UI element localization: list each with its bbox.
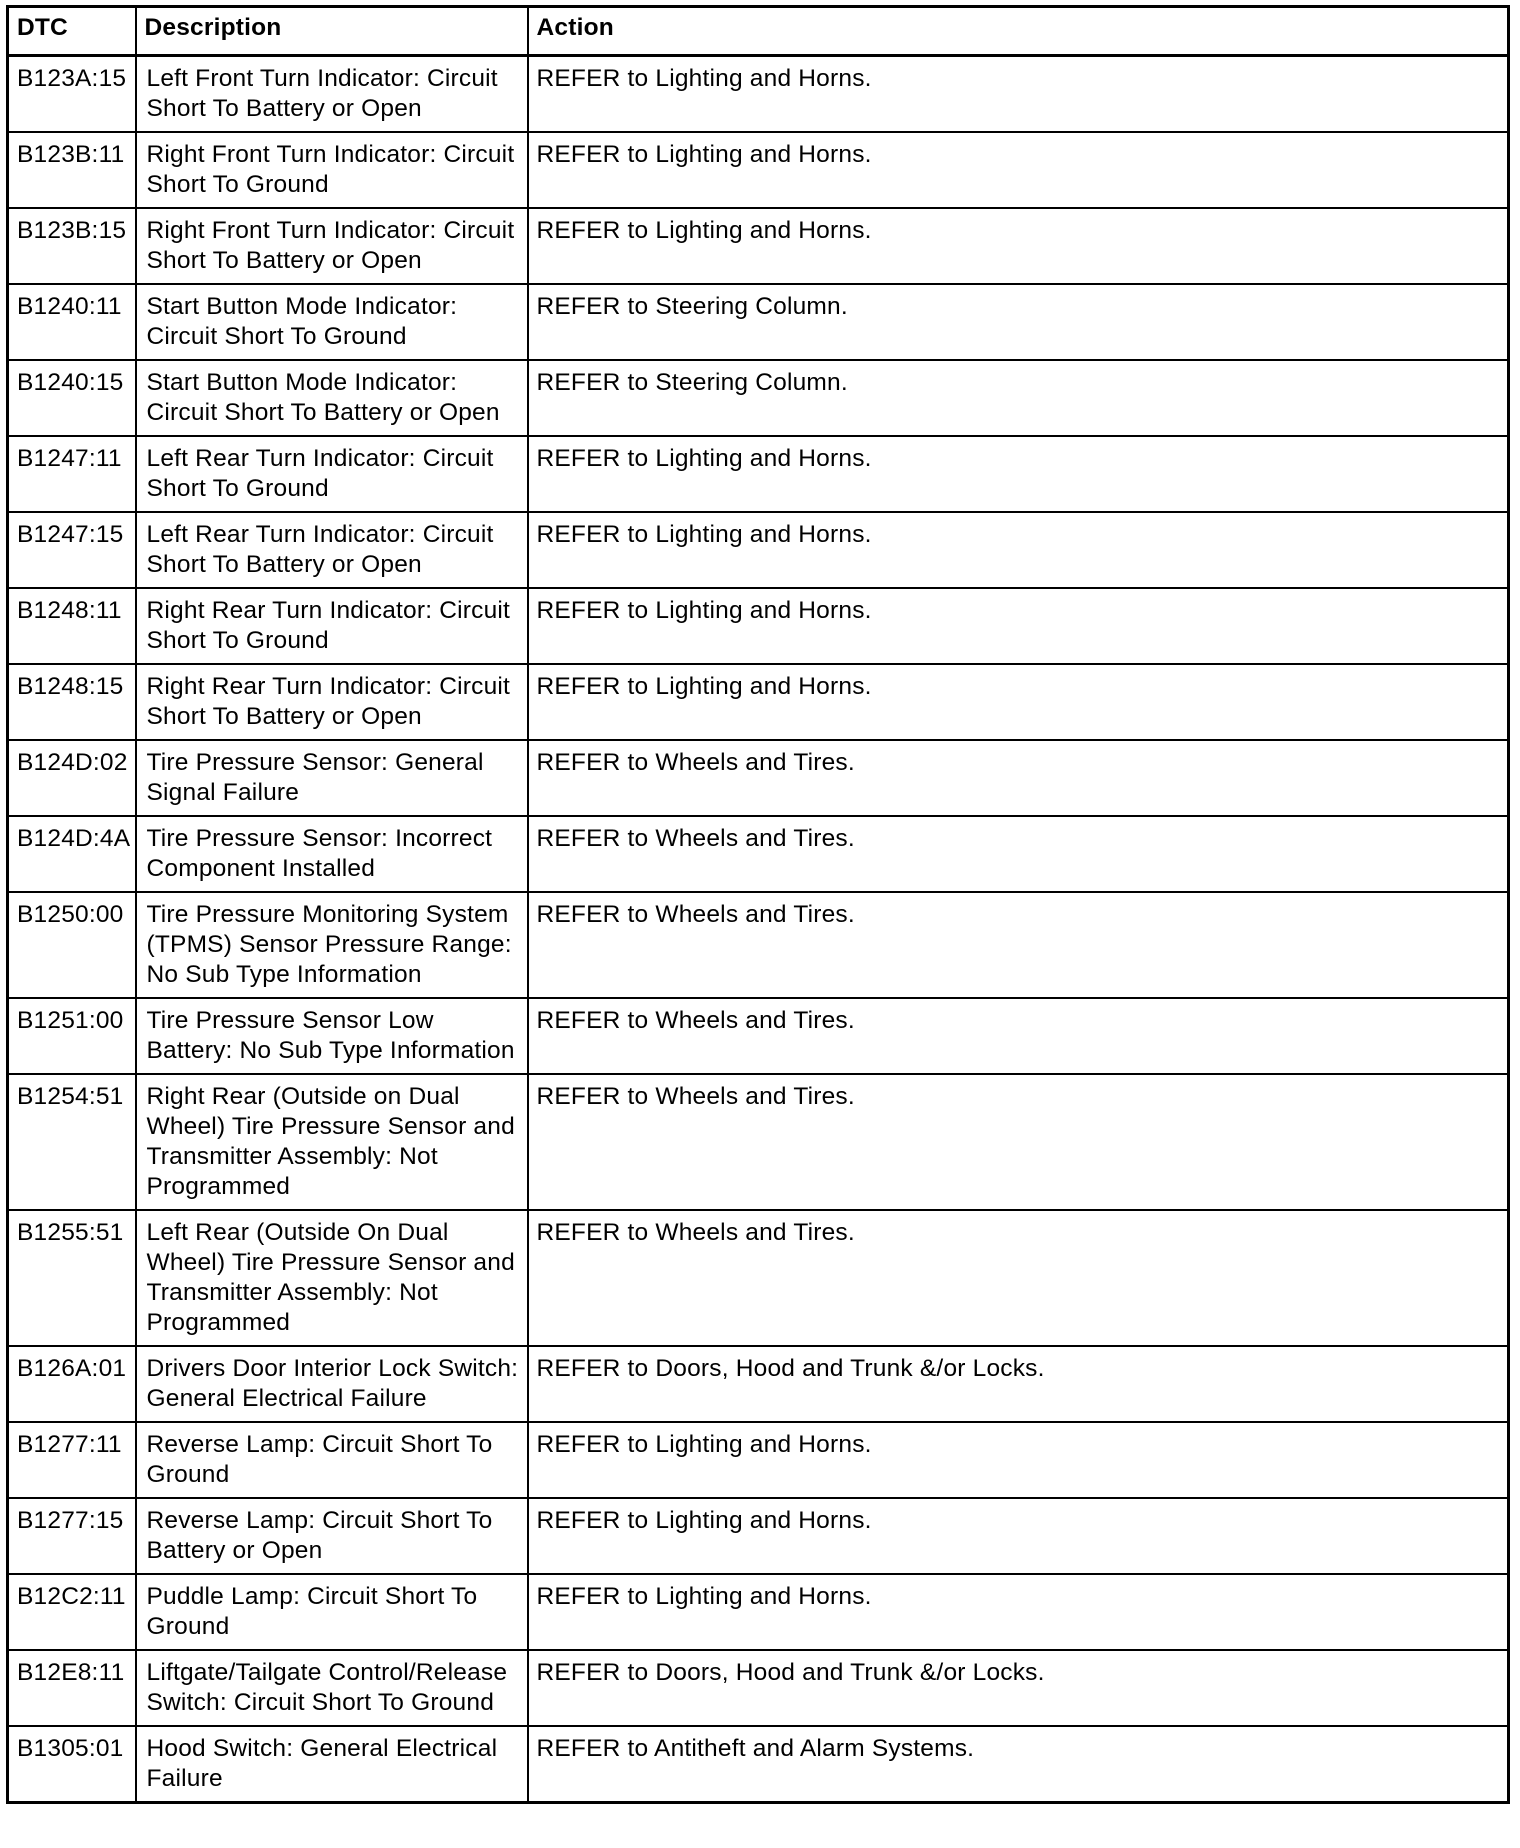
- dtc-description: Tire Pressure Sensor Low Battery: No Sub Type Information: [136, 998, 528, 1074]
- table-row: [8, 1650, 1509, 1726]
- dtc-action: REFER to Doors, Hood and Trunk &/or Locks.: [528, 1650, 1509, 1726]
- dtc-description: Liftgate/Tailgate Control/Release Switch: Circuit Short To Ground: [136, 1650, 528, 1726]
- dtc-code: B1248:11: [8, 588, 136, 664]
- dtc-description: Start Button Mode Indicator: Circuit Short To Ground: [136, 284, 528, 360]
- dtc-description: Right Rear Turn Indicator: Circuit Short To Battery or Open: [136, 664, 528, 740]
- dtc-code: B12C2:11: [8, 1574, 136, 1650]
- dtc-action: REFER to Wheels and Tires.: [528, 1074, 1509, 1210]
- dtc-action: REFER to Lighting and Horns.: [528, 436, 1509, 512]
- header-description: Description: [136, 7, 528, 56]
- table-row: [8, 740, 1509, 816]
- dtc-description: Reverse Lamp: Circuit Short To Ground: [136, 1422, 528, 1498]
- table-row: [8, 360, 1509, 436]
- dtc-code: B1247:11: [8, 436, 136, 512]
- dtc-action: REFER to Wheels and Tires.: [528, 1210, 1509, 1346]
- table-row: [8, 436, 1509, 512]
- dtc-description: Puddle Lamp: Circuit Short To Ground: [136, 1574, 528, 1650]
- dtc-code: B123B:15: [8, 208, 136, 284]
- table-row: [8, 1074, 1509, 1210]
- dtc-action: REFER to Lighting and Horns.: [528, 1498, 1509, 1574]
- dtc-code: B1254:51: [8, 1074, 136, 1210]
- dtc-action: REFER to Lighting and Horns.: [528, 56, 1509, 133]
- dtc-description: Reverse Lamp: Circuit Short To Battery or Open: [136, 1498, 528, 1574]
- dtc-action: REFER to Wheels and Tires.: [528, 816, 1509, 892]
- dtc-code: B1255:51: [8, 1210, 136, 1346]
- table-row: [8, 208, 1509, 284]
- dtc-description: Right Rear Turn Indicator: Circuit Short To Ground: [136, 588, 528, 664]
- dtc-action: REFER to Wheels and Tires.: [528, 998, 1509, 1074]
- dtc-action: REFER to Lighting and Horns.: [528, 132, 1509, 208]
- header-action: Action: [528, 7, 1509, 56]
- dtc-code: B1251:00: [8, 998, 136, 1074]
- dtc-table: [6, 5, 1510, 1804]
- dtc-description: Right Rear (Outside on Dual Wheel) Tire Pressure Sensor and Transmitter Assembly: Not Programmed: [136, 1074, 528, 1210]
- table-row: [8, 284, 1509, 360]
- dtc-code: B1277:11: [8, 1422, 136, 1498]
- dtc-description: Left Front Turn Indicator: Circuit Short To Battery or Open: [136, 56, 528, 133]
- dtc-code: B126A:01: [8, 1346, 136, 1422]
- header-row: [8, 7, 1509, 56]
- table-row: [8, 664, 1509, 740]
- table-row: [8, 1498, 1509, 1574]
- dtc-action: REFER to Lighting and Horns.: [528, 1574, 1509, 1650]
- table-row: [8, 1210, 1509, 1346]
- dtc-code: B1277:15: [8, 1498, 136, 1574]
- dtc-description: Left Rear (Outside On Dual Wheel) Tire Pressure Sensor and Transmitter Assembly: Not Programmed: [136, 1210, 528, 1346]
- dtc-description: Tire Pressure Sensor: Incorrect Component Installed: [136, 816, 528, 892]
- dtc-action: REFER to Lighting and Horns.: [528, 512, 1509, 588]
- dtc-code: B123A:15: [8, 56, 136, 133]
- dtc-code: B1305:01: [8, 1726, 136, 1803]
- dtc-code: B124D:4A: [8, 816, 136, 892]
- dtc-description: Right Front Turn Indicator: Circuit Short To Ground: [136, 132, 528, 208]
- table-row: [8, 512, 1509, 588]
- dtc-description: Start Button Mode Indicator: Circuit Short To Battery or Open: [136, 360, 528, 436]
- table-header: [8, 7, 1509, 56]
- dtc-action: REFER to Lighting and Horns.: [528, 208, 1509, 284]
- table-row: [8, 1422, 1509, 1498]
- dtc-description: Left Rear Turn Indicator: Circuit Short To Ground: [136, 436, 528, 512]
- dtc-action: REFER to Lighting and Horns.: [528, 1422, 1509, 1498]
- table-row: [8, 1574, 1509, 1650]
- table-row: [8, 816, 1509, 892]
- dtc-code: B123B:11: [8, 132, 136, 208]
- dtc-action: REFER to Wheels and Tires.: [528, 892, 1509, 998]
- dtc-action: REFER to Lighting and Horns.: [528, 588, 1509, 664]
- table-row: [8, 1726, 1509, 1803]
- table-row: [8, 588, 1509, 664]
- table-row: [8, 132, 1509, 208]
- dtc-description: Hood Switch: General Electrical Failure: [136, 1726, 528, 1803]
- dtc-description: Tire Pressure Sensor: General Signal Failure: [136, 740, 528, 816]
- dtc-code: B12E8:11: [8, 1650, 136, 1726]
- dtc-code: B1250:00: [8, 892, 136, 998]
- dtc-action: REFER to Doors, Hood and Trunk &/or Locks.: [528, 1346, 1509, 1422]
- dtc-description: Drivers Door Interior Lock Switch: General Electrical Failure: [136, 1346, 528, 1422]
- table-row: [8, 56, 1509, 133]
- dtc-action: REFER to Antitheft and Alarm Systems.: [528, 1726, 1509, 1803]
- dtc-code: B1248:15: [8, 664, 136, 740]
- table-row: [8, 1346, 1509, 1422]
- table-row: [8, 998, 1509, 1074]
- dtc-description: Left Rear Turn Indicator: Circuit Short To Battery or Open: [136, 512, 528, 588]
- dtc-description: Tire Pressure Monitoring System (TPMS) Sensor Pressure Range: No Sub Type Information: [136, 892, 528, 998]
- header-dtc: DTC: [8, 7, 136, 56]
- dtc-code: B124D:02: [8, 740, 136, 816]
- table-row: [8, 892, 1509, 998]
- table-body: [8, 56, 1509, 1803]
- dtc-code: B1240:15: [8, 360, 136, 436]
- dtc-action: REFER to Lighting and Horns.: [528, 664, 1509, 740]
- dtc-code: B1240:11: [8, 284, 136, 360]
- dtc-code: B1247:15: [8, 512, 136, 588]
- dtc-action: REFER to Steering Column.: [528, 284, 1509, 360]
- dtc-action: REFER to Wheels and Tires.: [528, 740, 1509, 816]
- dtc-description: Right Front Turn Indicator: Circuit Short To Battery or Open: [136, 208, 528, 284]
- dtc-action: REFER to Steering Column.: [528, 360, 1509, 436]
